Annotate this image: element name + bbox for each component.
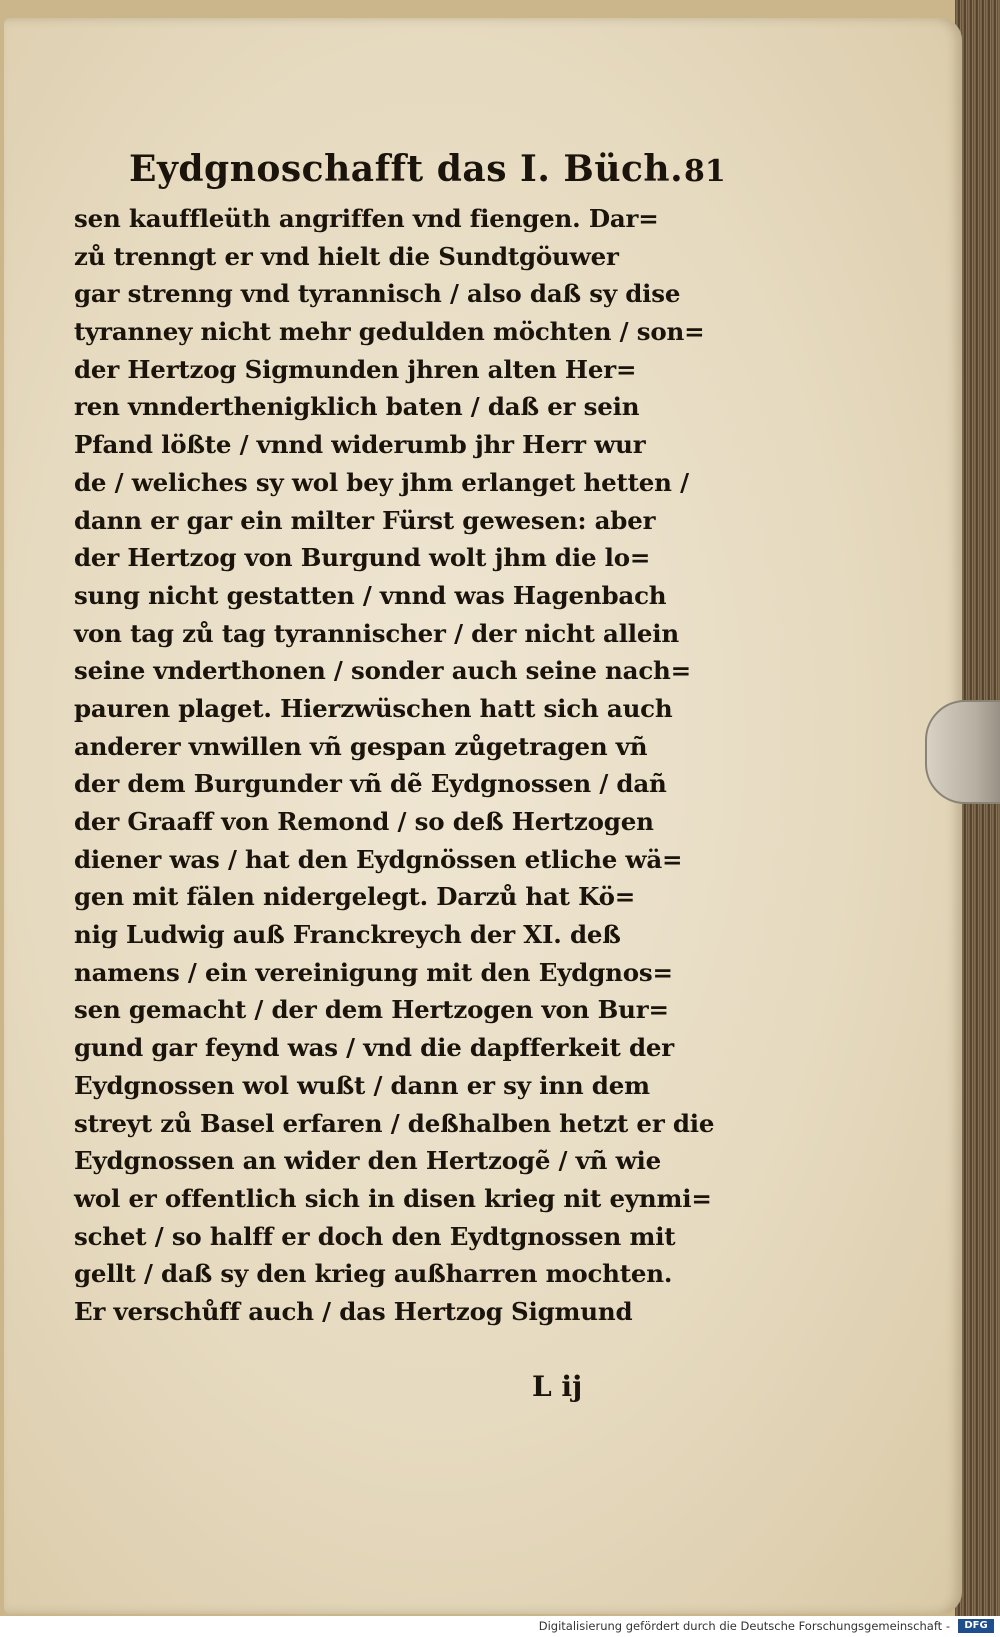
text-line: Eydgnossen wol wußt / dann er sy inn dem [74, 1070, 650, 1100]
dfg-logo: DFG [958, 1619, 994, 1633]
text-line: Er verschůff auch / das Hertzog Sigmund [74, 1296, 633, 1326]
text-line: sen gemacht / der dem Hertzogen von Bur= [74, 995, 669, 1025]
text-line: tyranney nicht mehr gedulden möchten / son= [74, 317, 705, 347]
text-line: gen mit fälen nidergelegt. Darzů hat Kö= [74, 882, 636, 912]
running-title: Eydgnoschafft das I. Büch. [129, 148, 684, 190]
text-line: zů trenngt er vnd hielt die Sundtgöuwer [74, 241, 619, 271]
digitization-footer [0, 1616, 1000, 1637]
text-line: pauren plaget. Hierzwüschen hatt sich auch [74, 693, 673, 723]
page-paper [4, 18, 962, 1614]
page-number: 81 [684, 154, 726, 189]
text-line: sen kauffleüth angriffen vnd fiengen. Dar= [74, 204, 659, 233]
text-line: schet / so halff er doch den Eydtgnossen mit [74, 1221, 676, 1251]
text-line: streyt zů Basel erfaren / deßhalben hetzt er die [74, 1108, 715, 1138]
text-line: dann er gar ein milter Fürst gewesen: aber [74, 505, 656, 535]
text-line: sung nicht gestatten / vnnd was Hagenbach [74, 580, 667, 610]
text-block [74, 148, 774, 1403]
text-line: namens / ein vereinigung mit den Eydgnos= [74, 957, 673, 987]
body-text [74, 200, 774, 1331]
text-line: ren vnnderthenigklich baten / daß er sein [74, 392, 640, 422]
text-line: von tag zů tag tyrannischer / der nicht allein [74, 618, 680, 648]
funding-credit: Digitalisierung gefördert durch die Deutsche Forschungsgemeinschaft - [538, 1619, 950, 1633]
text-line: der dem Burgunder vñ dẽ Eydgnossen / dañ [74, 769, 667, 799]
text-line: nig Ludwig auß Franckreych der XI. deß [74, 920, 621, 950]
text-line: diener was / hat den Eydgnössen etliche wä= [74, 844, 683, 874]
text-line: seine vnderthonen / sonder auch seine nach= [74, 656, 691, 686]
text-line: de / weliches sy wol bey jhm erlanget hetten / [74, 467, 689, 497]
text-line: Eydgnossen an wider den Hertzogẽ / vñ wie [74, 1146, 661, 1176]
text-line: gar strenng vnd tyrannisch / also daß sy dise [74, 279, 681, 309]
book-clasp [925, 700, 1000, 804]
running-head [74, 148, 774, 208]
text-line: wol er offentlich sich in disen krieg nit eynmi= [74, 1183, 712, 1213]
text-line: der Hertzog von Burgund wolt jhm die lo= [74, 543, 651, 573]
text-line: Pfand lößte / vnnd widerumb jhr Herr wur [74, 430, 646, 460]
text-line: anderer vnwillen vñ gespan zůgetragen vñ [74, 731, 648, 761]
text-line: gellt / daß sy den krieg außharren mochten. [74, 1259, 673, 1289]
text-line: der Hertzog Sigmunden jhren alten Her= [74, 354, 637, 384]
signature-mark: L ij [532, 1370, 583, 1403]
text-line: der Graaff von Remond / so deß Hertzogen [74, 807, 654, 836]
text-line: gund gar feynd was / vnd die dapfferkeit der [74, 1033, 674, 1063]
